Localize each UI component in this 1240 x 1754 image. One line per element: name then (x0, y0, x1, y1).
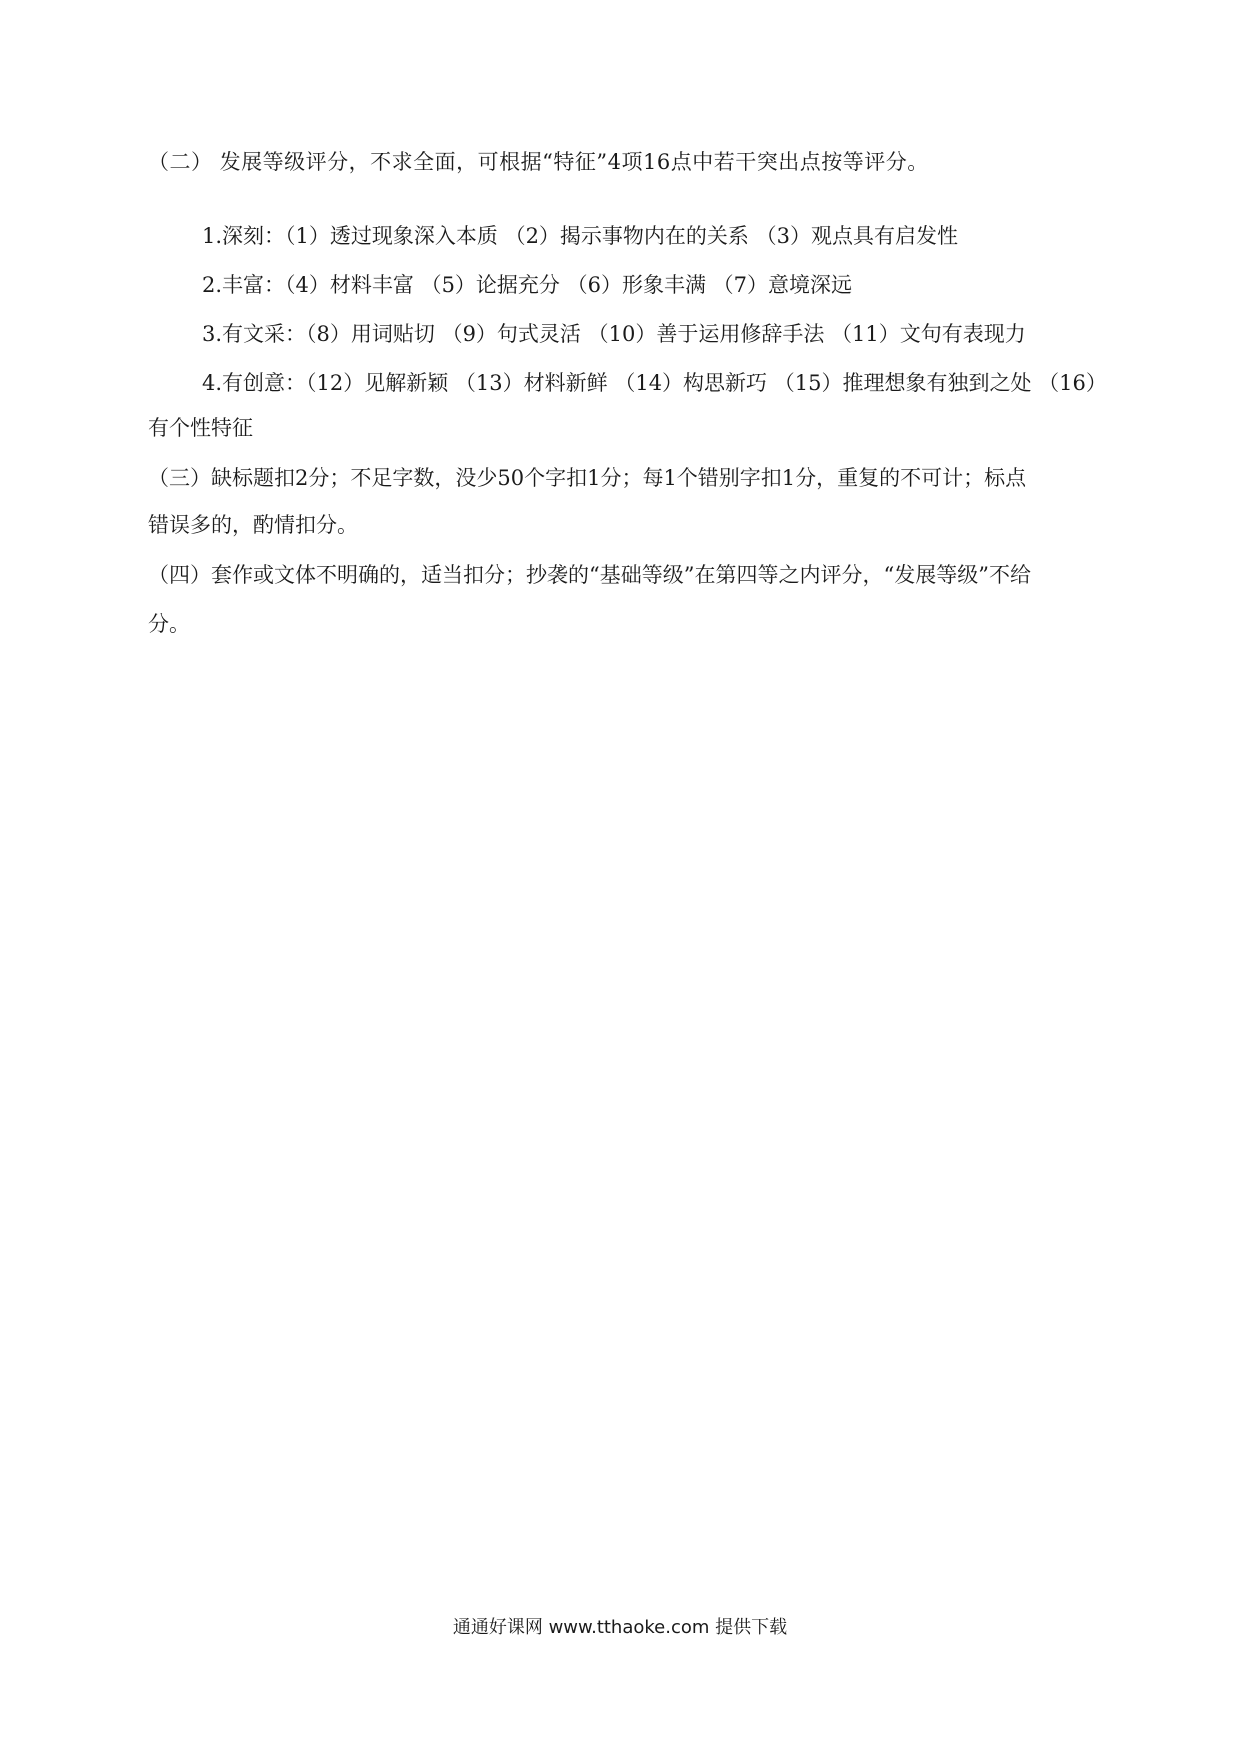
criteria-item-richness: 2.丰富：（4）材料丰富 （5）论据充分 （6）形象丰满 （7）意境深远 (202, 273, 853, 297)
criteria-item-creativity: 4.有创意：（12）见解新颖 （13）材料新鲜 （14）构思新巧 （15）推理想象有独到之处 （16） (202, 371, 1107, 395)
section-4-continuation: 分。 (148, 612, 190, 636)
footer-source-note: 通通好课网 www.tthaoke.com 提供下载 (452, 1617, 788, 1638)
section-3-text: （三）缺标题扣2分；不足字数，没少50个字扣1分；每1个错别字扣1分，重复的不可计；标点 (148, 466, 1027, 490)
criteria-item-depth: 1.深刻：（1）透过现象深入本质 （2）揭示事物内在的关系 （3）观点具有启发性 (202, 224, 958, 248)
criteria-item-literary: 3.有文采：（8）用词贴切 （9）句式灵活 （10）善于运用修辞手法 （11）文句有表现力 (202, 322, 1026, 346)
section-3-continuation: 错误多的，酌情扣分。 (148, 513, 358, 537)
criteria-item-creativity-continuation: 有个性特征 (148, 416, 253, 440)
section-4-text: （四）套作或文体不明确的，适当扣分；抄袭的“基础等级”在第四等之内评分，“发展等级”不给 (148, 563, 1031, 587)
section-2-heading: （二） 发展等级评分，不求全面，可根据“特征”4项16点中若干突出点按等评分。 (148, 150, 929, 174)
